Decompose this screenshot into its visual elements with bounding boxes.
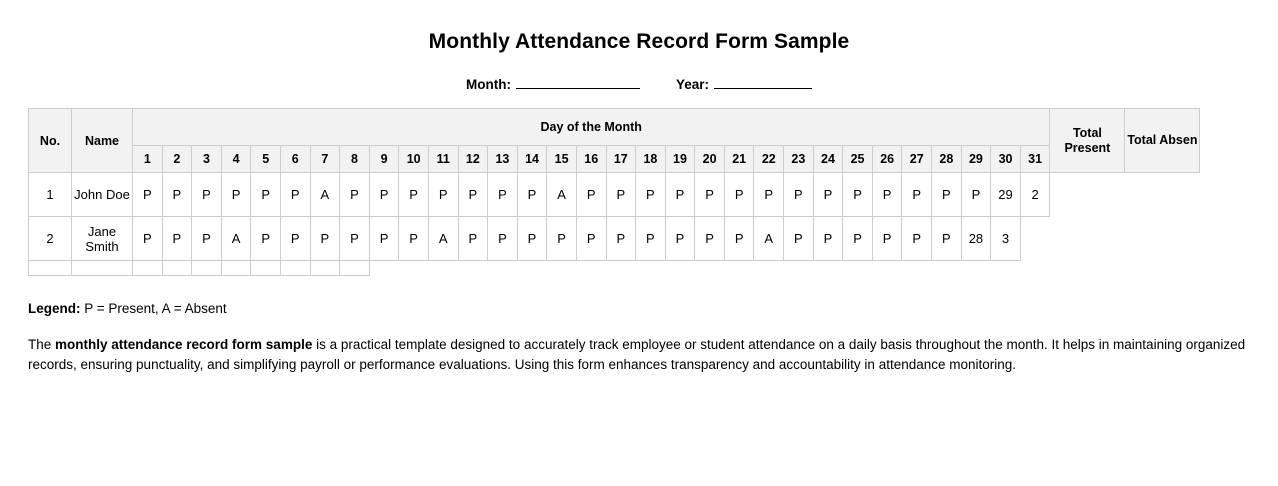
attendance-cell[interactable]: P	[221, 173, 251, 217]
header-day-14: 14	[517, 146, 547, 173]
description-part1: The	[28, 337, 56, 352]
header-day-15: 15	[547, 146, 577, 173]
attendance-cell[interactable]: A	[754, 217, 784, 261]
table-head	[29, 109, 1200, 173]
attendance-cell[interactable]: P	[843, 217, 873, 261]
header-day-16: 16	[576, 146, 606, 173]
header-day-30: 30	[991, 146, 1021, 173]
attendance-cell[interactable]: P	[547, 217, 577, 261]
empty-table-row[interactable]	[29, 261, 1200, 276]
attendance-cell[interactable]: P	[428, 173, 458, 217]
month-label: Month:	[465, 77, 511, 92]
empty-cell[interactable]	[221, 261, 251, 276]
attendance-cell[interactable]: P	[695, 173, 725, 217]
header-day-of-month: Day of the Month	[133, 109, 1050, 146]
attendance-cell[interactable]: P	[754, 173, 784, 217]
table-body	[29, 173, 1200, 276]
legend	[0, 300, 1278, 318]
attendance-cell[interactable]: P	[162, 217, 192, 261]
row-name: Jane Smith	[72, 217, 133, 261]
header-day-2: 2	[162, 146, 192, 173]
attendance-cell[interactable]: P	[310, 217, 340, 261]
header-day-23: 23	[784, 146, 814, 173]
attendance-cell[interactable]: P	[458, 217, 488, 261]
attendance-cell[interactable]: P	[576, 173, 606, 217]
description-part2: is a practical template designed to accurately track employee or student attendance on a daily basis throughout the month. It helps in maintaining organized records, ensuring punctuality, and simplifying payroll or performance evaluations. Using this form enhances transparency and accountability in attendance monitoring.	[28, 337, 1246, 372]
header-total-present: Total Present	[1050, 109, 1125, 173]
attendance-cell[interactable]: P	[665, 173, 695, 217]
header-day-18: 18	[636, 146, 666, 173]
attendance-cell[interactable]: P	[872, 173, 902, 217]
attendance-cell[interactable]: P	[902, 173, 932, 217]
header-row-top	[29, 109, 1200, 146]
attendance-cell[interactable]: P	[665, 217, 695, 261]
header-day-19: 19	[665, 146, 695, 173]
attendance-cell[interactable]: P	[813, 173, 843, 217]
header-day-20: 20	[695, 146, 725, 173]
empty-cell[interactable]	[310, 261, 340, 276]
attendance-cell[interactable]: P	[192, 173, 222, 217]
attendance-cell[interactable]: 29	[991, 173, 1021, 217]
empty-cell[interactable]	[192, 261, 222, 276]
header-day-4: 4	[221, 146, 251, 173]
attendance-cell[interactable]: P	[517, 173, 547, 217]
attendance-cell[interactable]: P	[251, 173, 281, 217]
attendance-cell[interactable]: A	[221, 217, 251, 261]
attendance-cell[interactable]: 3	[991, 217, 1021, 261]
header-day-24: 24	[813, 146, 843, 173]
header-day-5: 5	[251, 146, 281, 173]
attendance-cell[interactable]: P	[784, 217, 814, 261]
attendance-cell[interactable]: P	[133, 173, 163, 217]
attendance-cell[interactable]: P	[695, 217, 725, 261]
empty-cell[interactable]	[72, 261, 133, 276]
row-number: 2	[29, 217, 72, 261]
header-day-6: 6	[280, 146, 310, 173]
attendance-cell[interactable]: P	[280, 173, 310, 217]
attendance-cell[interactable]: P	[192, 217, 222, 261]
attendance-cell[interactable]: P	[932, 173, 962, 217]
attendance-cell[interactable]: A	[310, 173, 340, 217]
attendance-cell[interactable]: P	[932, 217, 962, 261]
attendance-cell[interactable]: P	[369, 173, 399, 217]
attendance-cell[interactable]: P	[162, 173, 192, 217]
header-day-17: 17	[606, 146, 636, 173]
empty-cell[interactable]	[162, 261, 192, 276]
row-number: 1	[29, 173, 72, 217]
header-day-9: 9	[369, 146, 399, 173]
attendance-cell[interactable]: P	[488, 217, 518, 261]
month-input-blank[interactable]	[516, 74, 640, 89]
attendance-cell[interactable]: P	[724, 173, 754, 217]
header-day-28: 28	[932, 146, 962, 173]
header-day-29: 29	[961, 146, 991, 173]
attendance-cell[interactable]: 2	[1020, 173, 1050, 217]
attendance-cell[interactable]: P	[369, 217, 399, 261]
empty-cell[interactable]	[133, 261, 163, 276]
header-total-absent: Total Absen	[1125, 109, 1200, 173]
attendance-cell[interactable]: P	[488, 173, 518, 217]
description-paragraph	[0, 335, 1278, 375]
attendance-cell[interactable]: P	[636, 173, 666, 217]
attendance-cell[interactable]: 28	[961, 217, 991, 261]
header-name: Name	[72, 109, 133, 173]
header-day-11: 11	[428, 146, 458, 173]
attendance-cell[interactable]: P	[961, 173, 991, 217]
legend-label: Legend:	[28, 301, 81, 316]
attendance-cell[interactable]: P	[517, 217, 547, 261]
attendance-cell[interactable]: P	[133, 217, 163, 261]
header-day-21: 21	[724, 146, 754, 173]
attendance-cell[interactable]: P	[724, 217, 754, 261]
header-day-3: 3	[192, 146, 222, 173]
header-day-12: 12	[458, 146, 488, 173]
attendance-cell[interactable]: P	[813, 217, 843, 261]
attendance-cell[interactable]: P	[784, 173, 814, 217]
year-input-blank[interactable]	[714, 74, 812, 89]
attendance-table-container	[0, 108, 1278, 276]
header-row-days	[29, 146, 1200, 173]
header-day-22: 22	[754, 146, 784, 173]
empty-cell[interactable]	[29, 261, 72, 276]
attendance-cell[interactable]: P	[399, 217, 429, 261]
header-day-1: 1	[133, 146, 163, 173]
attendance-cell[interactable]: P	[576, 217, 606, 261]
table-row	[29, 173, 1200, 217]
attendance-cell[interactable]: P	[902, 217, 932, 261]
header-day-31: 31	[1020, 146, 1050, 173]
legend-text: P = Present, A = Absent	[80, 301, 227, 316]
attendance-cell[interactable]: A	[428, 217, 458, 261]
row-name: John Doe	[72, 173, 133, 217]
header-day-13: 13	[488, 146, 518, 173]
description-bold-term: monthly attendance record form sample	[55, 337, 313, 352]
header-day-26: 26	[872, 146, 902, 173]
month-year-line	[0, 74, 1278, 92]
header-day-10: 10	[399, 146, 429, 173]
attendance-cell[interactable]: P	[280, 217, 310, 261]
empty-cell[interactable]	[280, 261, 310, 276]
empty-cell[interactable]	[340, 261, 370, 276]
header-day-27: 27	[902, 146, 932, 173]
attendance-cell[interactable]: P	[606, 217, 636, 261]
page-title: Monthly Attendance Record Form Sample	[428, 30, 850, 53]
attendance-cell[interactable]: P	[399, 173, 429, 217]
empty-cell[interactable]	[251, 261, 281, 276]
header-day-25: 25	[843, 146, 873, 173]
header-day-7: 7	[310, 146, 340, 173]
attendance-cell[interactable]: P	[636, 217, 666, 261]
table-row	[29, 217, 1200, 261]
year-label: Year:	[675, 77, 709, 92]
header-day-8: 8	[340, 146, 370, 173]
attendance-cell[interactable]: P	[340, 217, 370, 261]
attendance-cell[interactable]: P	[251, 217, 281, 261]
attendance-cell[interactable]: P	[872, 217, 902, 261]
attendance-cell[interactable]: P	[458, 173, 488, 217]
header-no: No.	[29, 109, 72, 173]
attendance-cell[interactable]: P	[340, 173, 370, 217]
attendance-table	[28, 108, 1200, 276]
attendance-cell[interactable]: P	[606, 173, 636, 217]
attendance-cell[interactable]: P	[843, 173, 873, 217]
attendance-cell[interactable]: A	[547, 173, 577, 217]
